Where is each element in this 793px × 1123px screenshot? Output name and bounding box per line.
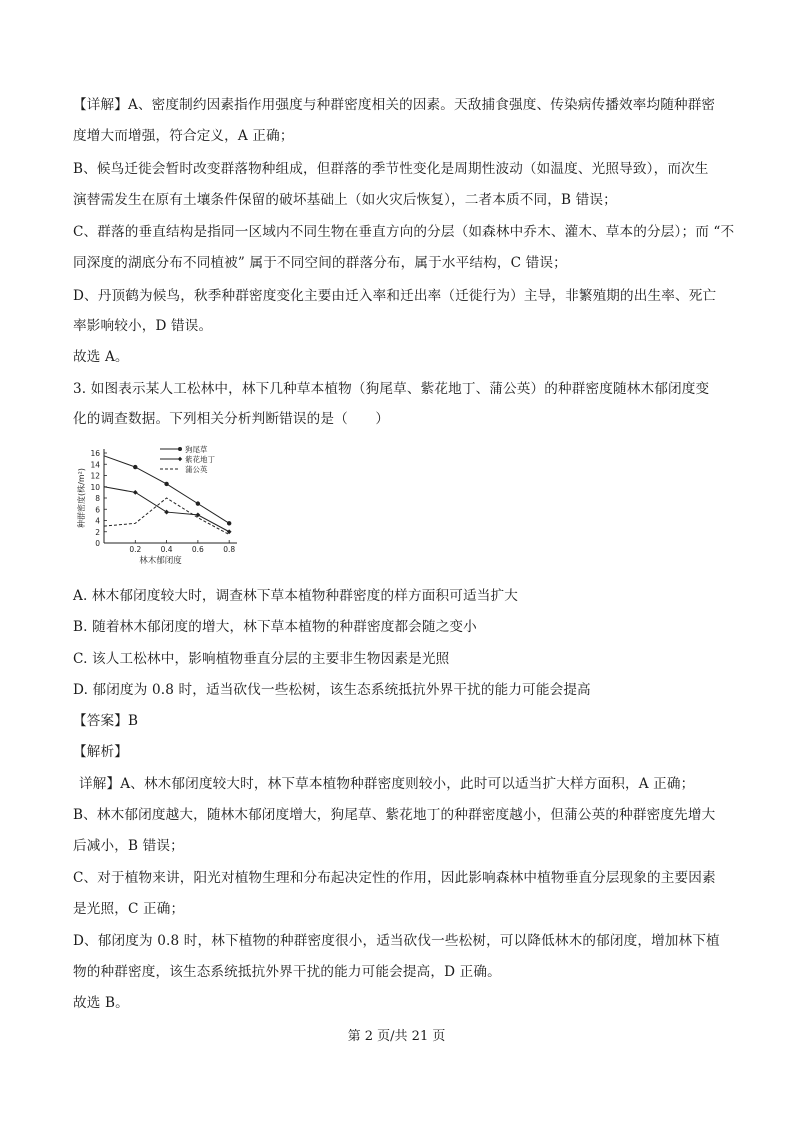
option-c: C. 该人工松林中，影响植物垂直分层的主要非生物因素是光照 [73, 651, 450, 667]
y-tick-label: 14 [90, 460, 100, 470]
text-line: 详解】A、林木郁闭度较大时，林下草本植物种群密度则较小，此时可以适当扩大样方面积，A 正确； [79, 776, 695, 792]
y-tick-label: 12 [90, 471, 100, 481]
y-tick-label: 0 [95, 539, 100, 548]
text-line: 物的种群密度，该生态系统抵抗外界干扰的能力可能会提高，D 正确。 [73, 964, 501, 980]
data-point [133, 465, 137, 469]
page-footer: 第 2 页/共 21 页 [347, 1029, 446, 1044]
answer-label: 【答案】B [73, 713, 139, 729]
x-tick-label: 0.8 [223, 545, 236, 554]
x-tick-label: 0.4 [160, 545, 173, 554]
y-axis-label: 种群密度(株/m²) [77, 468, 86, 528]
y-tick-label: 4 [95, 516, 100, 526]
series-line-2 [104, 487, 229, 532]
x-axis-label: 林木郁闭度 [139, 556, 182, 566]
question-stem: 3. 如图表示某人工松林中，林下几种草本植物（狗尾草、紫花地丁、蒲公英）的种群密度随林木郁闭度变 [73, 381, 710, 397]
text-line: 度增大而增强，符合定义，A 正确； [73, 128, 294, 144]
text-line: 率影响较小，D 错误。 [73, 318, 213, 334]
text-line: D、丹顶鹤为候鸟，秋季种群密度变化主要由迁入率和迁出率（迁徙行为）主导，非繁殖期的出生率、死亡 [73, 288, 717, 304]
y-tick-label: 2 [95, 527, 100, 537]
option-b: B. 随着林木郁闭度的增大，林下草本植物的种群密度都会随之变小 [73, 619, 477, 635]
text-line: B、林木郁闭度越大，随林木郁闭度增大，狗尾草、紫花地丁的种群密度越小，但蒲公英的种群密度先增大 [73, 807, 716, 823]
text-line: 后减小，B 错误； [73, 838, 184, 854]
text-line: 是光照，C 正确； [73, 901, 185, 917]
text-line: 故选 B。 [73, 995, 129, 1011]
question-stem: 化的调查数据。下列相关分析判断错误的是（ ） [73, 411, 390, 427]
data-point [133, 490, 138, 495]
analysis-label: 【解析】 [73, 744, 128, 760]
text-line: C、群落的垂直结构是指同一区域内不同生物在垂直方向的分层（如森林中乔木、灌木、草本的分层）；而 “不 [73, 224, 735, 240]
text-line: 【详解】A、密度制约因素指作用强度与种群密度相关的因素。天敌捕食强度、传染病传播效率均随种群密 [73, 97, 716, 113]
legend-label: 蒲公英 [185, 465, 208, 474]
legend-marker [178, 447, 182, 451]
data-point [164, 482, 168, 486]
text-line: C、对于植物来讲，阳光对植物生理和分布起决定性的作用，因此影响森林中植物垂直分层现象的主要因素 [73, 870, 716, 886]
y-tick-label: 10 [90, 482, 100, 492]
y-tick-label: 16 [90, 449, 100, 458]
text-line: B、候鸟迁徙会暂时改变群落物种组成，但群落的季节性变化是周期性波动（如温度、光照导致），而次生 [73, 161, 709, 177]
x-tick-label: 0.6 [191, 545, 204, 554]
population-density-chart [72, 443, 262, 573]
text-line: 同深度的湖底分布不同植被” 属于不同空间的群落分布，属于水平结构，C 错误； [73, 255, 567, 271]
data-point [227, 521, 231, 525]
legend-label: 狗尾草 [185, 445, 208, 454]
legend-label: 紫花地丁 [185, 455, 215, 464]
series-line-3 [104, 498, 229, 535]
data-point [164, 510, 169, 515]
y-tick-label: 6 [95, 505, 100, 515]
text-line: 故选 A。 [73, 349, 129, 365]
legend-marker [178, 457, 182, 461]
option-a: A. 林木郁闭度较大时，调查林下草本植物种群密度的样方面积可适当扩大 [73, 588, 518, 604]
data-point [196, 501, 200, 505]
y-tick-label: 8 [95, 494, 100, 503]
text-line: 演替需发生在原有土壤条件保留的破坏基础上（如火灾后恢复），二者本质不同，B 错误； [73, 192, 617, 208]
text-line: D、郁闭度为 0.8 时，林下植物的种群密度很小，适当砍伐一些松树，可以降低林木的郁闭度，增加林下植 [73, 933, 720, 949]
x-tick-label: 0.2 [129, 545, 142, 554]
option-d: D. 郁闭度为 0.8 时，适当砍伐一些松树，该生态系统抵抗外界干扰的能力可能会提高 [73, 682, 591, 698]
